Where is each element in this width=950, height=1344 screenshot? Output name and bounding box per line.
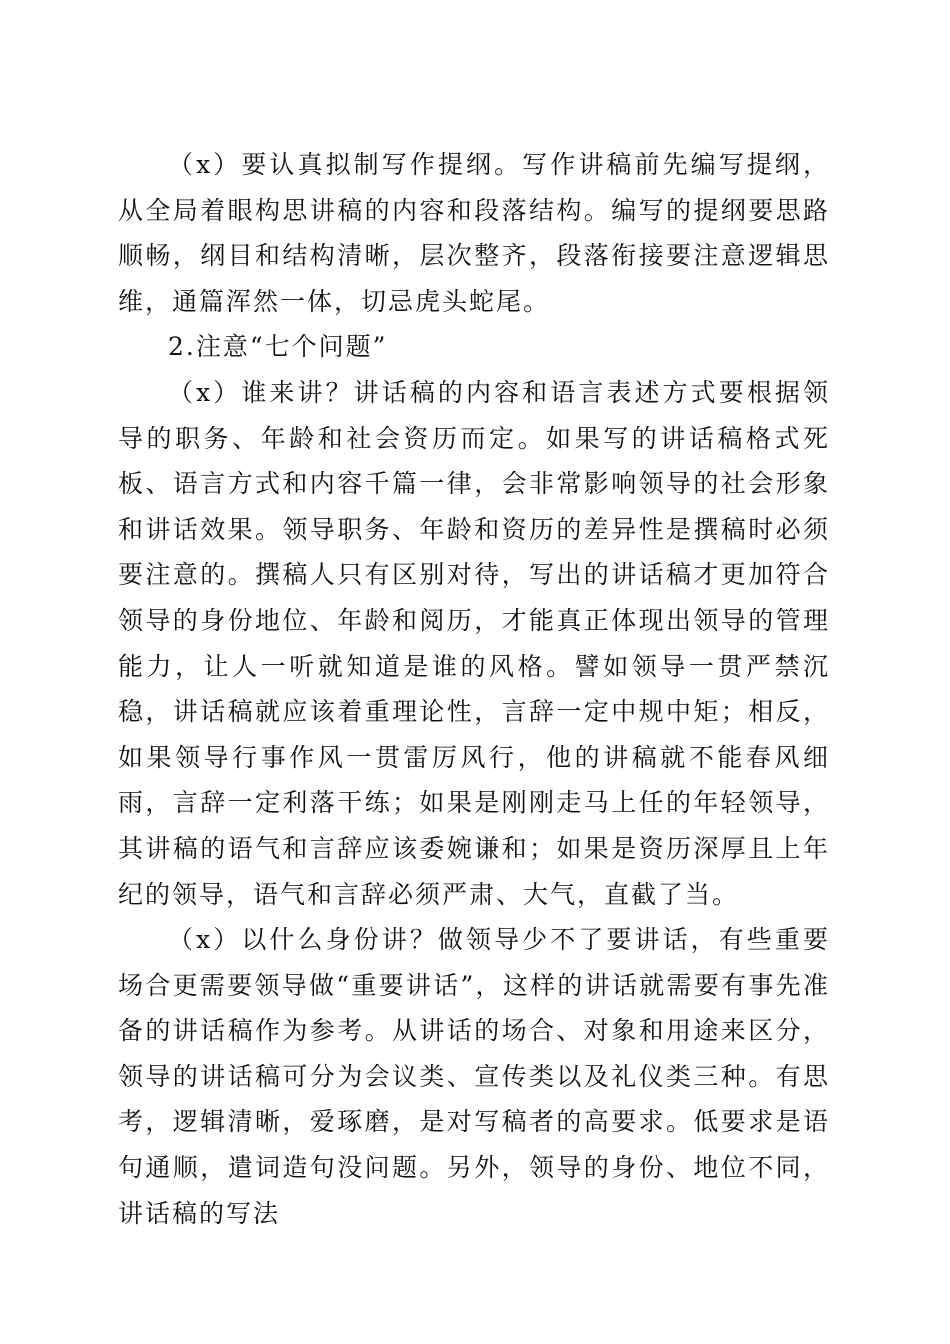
- document-body: [118, 142, 830, 1236]
- section-heading-seven-issues: 2.注意“七个问题”: [168, 332, 388, 362]
- paragraph-who-speaks: （x）谁来讲？讲话稿的内容和语言表述方式要根据领导的职务、年龄和社会资历而定。如果写的讲话稿格式死板、语言方式和内容千篇一律，会非常影响领导的社会形象和讲话效果。领导职务、年龄和资历的差异性是撰稿时必须要注意的。撰稿人只有区别对待，写出的讲话稿才更加符合领导的身份地位、年龄和阅历，才能真正体现出领导的管理能力，让人一听就知道是谁的风格。譬如领导一贯严禁沉稳，讲话稿就应该着重理论性，言辞一定中规中矩；相反，如果领导行事作风一贯雷厉风行，他的讲稿就不能春风细雨，言辞一定利落干练；如果是刚刚走马上任的年轻领导，其讲稿的语气和言辞应该委婉谦和；如果是资历深厚且上年纪的领导，语气和言辞必须严肃、大气，直截了当。: [118, 377, 830, 909]
- paragraph-outline: （x）要认真拟制写作提纲。写作讲稿前先编写提纲，从全局着眼构思讲稿的内容和段落结构。编写的提纲要思路顺畅，纲目和结构清晰，层次整齐，段落衔接要注意逻辑思维，通篇浑然一体，切忌虎头蛇尾。: [118, 150, 830, 316]
- paragraph-what-identity: （x）以什么身份讲？做领导少不了要讲话，有些重要场合更需要领导做“重要讲话”，这样的讲话就需要有事先准备的讲话稿作为参考。从讲话的场合、对象和用途来区分，领导的讲话稿可分为会议类、宣传类以及礼仪类三种。有思考，逻辑清晰，爱琢磨，是对写稿者的高要求。低要求是语句通顺，遣词造句没问题。另外，领导的身份、地位不同，讲话稿的写法: [118, 925, 830, 1228]
